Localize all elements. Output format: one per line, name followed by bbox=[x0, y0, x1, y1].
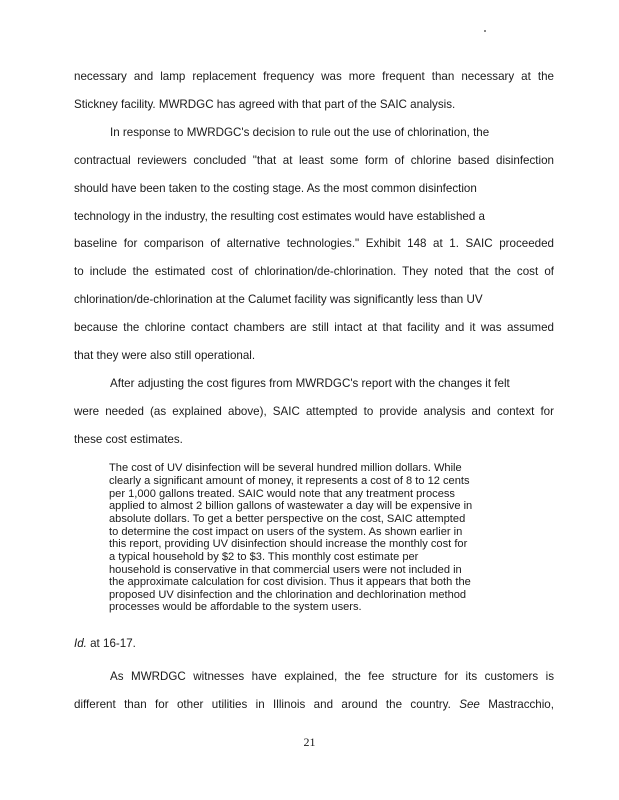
body-text-line: technology in the industry, the resulting cost estimates would have established a bbox=[74, 210, 485, 223]
body-text-segment: different than for other utilities in Illinois and around the country. bbox=[74, 698, 460, 711]
citation bbox=[74, 637, 554, 651]
body-text-line: because the chlorine contact chambers are still intact at that facility and it was assumed bbox=[74, 321, 554, 334]
block-quote-line: a typical household by $2 to $3. This monthly cost estimate per bbox=[109, 551, 419, 563]
body-text-line: chlorination/de-chlorination at the Calumet facility was significantly less than UV bbox=[74, 293, 483, 306]
body-text-line: contractual reviewers concluded "that at least some form of chlorine based disinfection bbox=[74, 154, 554, 167]
block-quote-line: to determine the cost impact on users of the system. As shown earlier in bbox=[109, 526, 463, 538]
signal-see: See bbox=[459, 698, 480, 711]
body-text-line: these cost estimates. bbox=[74, 433, 183, 446]
citation-id: Id. bbox=[74, 637, 87, 650]
body-text-segment: Mastracchio, bbox=[479, 698, 554, 711]
block-quote-line: clearly a significant amount of money, it represents a cost of 8 to 12 cents bbox=[109, 475, 470, 487]
body-text-line: should have been taken to the costing stage. As the most common disinfection bbox=[74, 182, 477, 195]
body-text-line: After adjusting the cost figures from MWRDGC's report with the changes it felt bbox=[110, 377, 510, 390]
body-text-line: As MWRDGC witnesses have explained, the fee structure for its customers is bbox=[110, 670, 554, 683]
block-quote-line: the approximate calculation for cost division. Thus it appears that both the bbox=[109, 576, 471, 588]
block-quote-line: processes would be affordable to the system users. bbox=[109, 601, 362, 613]
body-text-line: were needed (as explained above), SAIC attempted to provide analysis and context for bbox=[74, 405, 554, 418]
scan-speck bbox=[484, 30, 486, 32]
body-text-line: to include the estimated cost of chlorination/de-chlorination. They noted that the cost of bbox=[74, 265, 554, 278]
block-quote-line: applied to almost 2 billion gallons of wastewater a day will be expensive in bbox=[109, 500, 473, 512]
page-number: 21 bbox=[303, 735, 316, 749]
block-quote-line: The cost of UV disinfection will be several hundred million dollars. While bbox=[109, 462, 462, 474]
body-text-line: baseline for comparison of alternative technologies." Exhibit 148 at 1. SAIC proceeded bbox=[74, 237, 554, 250]
body-text-line: necessary and lamp replacement frequency was more frequent than necessary at the bbox=[74, 70, 554, 83]
citation-pages: at 16-17. bbox=[86, 637, 136, 650]
block-quote-line: household is conservative in that commercial users were not included in bbox=[109, 564, 462, 576]
body-text-line: In response to MWRDGC's decision to rule out the use of chlorination, the bbox=[110, 126, 490, 139]
body-text-line: Stickney facility. MWRDGC has agreed with that part of the SAIC analysis. bbox=[74, 98, 456, 111]
block-quote-line: proposed UV disinfection and the chlorination and dechlorination method bbox=[109, 589, 467, 601]
body-text-line bbox=[74, 698, 554, 712]
block-quote-line: absolute dollars. To get a better perspective on the cost, SAIC attempted bbox=[109, 513, 466, 525]
body-text-line: that they were also still operational. bbox=[74, 349, 256, 362]
block-quote-line: per 1,000 gallons treated. SAIC would note that any treatment process bbox=[109, 488, 455, 500]
block-quote-line: this report, providing UV disinfection should increase the monthly cost for bbox=[109, 538, 468, 550]
